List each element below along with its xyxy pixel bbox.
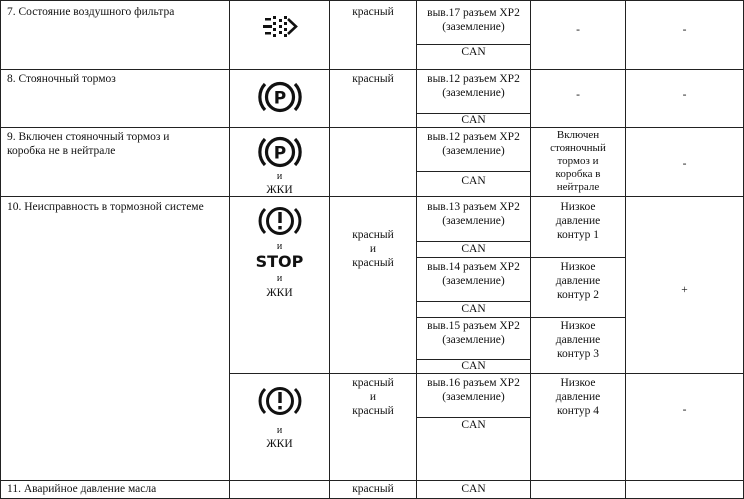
parking-brake-icon — [257, 76, 303, 118]
row7-name-cell — [0, 0, 230, 70]
row10-note15-line3: контур 3 — [557, 348, 599, 360]
row7-color-cell — [329, 0, 417, 70]
row10b-note-cell — [530, 373, 626, 481]
row10-icon-cell — [229, 196, 330, 374]
row10-pin15-ground: (заземление) — [442, 334, 505, 346]
row10-pin14-can: CAN — [461, 303, 486, 315]
row10-pin13-ground: (заземление) — [442, 215, 505, 227]
row8-signal-ground: (заземление) — [442, 87, 505, 99]
row10b-note-line3: контур 4 — [557, 405, 599, 417]
svg-text:P: P — [273, 143, 287, 164]
row10-icon-and-1: и — [276, 241, 283, 252]
row10-note13-line3: контур 1 — [557, 229, 599, 241]
row10-note14-line3: контур 2 — [557, 289, 599, 301]
row10-icon-and-2: и — [276, 273, 283, 284]
row9-icon-cell — [229, 127, 330, 197]
brake-warning-icon — [257, 382, 303, 420]
row11-name-cell — [0, 480, 230, 499]
row10-pin13: выв.13 разъем ХР2 — [427, 201, 520, 213]
row10b-signal-cell — [416, 373, 531, 418]
row7-color: красный — [352, 6, 394, 18]
row8-can-cell — [416, 113, 531, 128]
row7-can: CAN — [461, 46, 486, 58]
row11-note-cell — [530, 480, 626, 499]
row10b-icon-lcd: ЖКИ — [266, 438, 293, 450]
row7-note: - — [576, 24, 580, 36]
row9-color-cell — [329, 127, 417, 197]
row8-name: 8. Стояночный тормоз — [7, 73, 116, 85]
row10-pin13-can-cell — [416, 241, 531, 258]
row7-signal-ground: (заземление) — [442, 21, 505, 33]
row10-note14-cell — [530, 257, 626, 318]
row10-pin13-cell — [416, 196, 531, 242]
row9-name-cell — [0, 127, 230, 197]
row10-pin14-cell — [416, 257, 531, 302]
row9-mark-cell — [625, 127, 744, 197]
row8-note: - — [576, 89, 580, 101]
row9-note-line4: коробка в — [555, 168, 601, 180]
row8-can: CAN — [461, 114, 486, 126]
row7-mark-cell — [625, 0, 744, 70]
row8-mark: - — [682, 89, 687, 101]
row10-pin14-can-cell — [416, 301, 531, 318]
row11-can-cell — [416, 480, 531, 499]
row9-can: CAN — [461, 175, 486, 187]
row10-color-cell — [329, 196, 417, 374]
row11-icon-cell — [229, 480, 330, 499]
row8-signal-pin: выв.12 разъем ХР2 — [427, 73, 520, 85]
row10-name: 10. Неисправность в тормозной системе — [7, 201, 204, 213]
row7-signal-cell — [416, 0, 531, 45]
row10b-icon-cell — [229, 373, 330, 481]
row9-mark: - — [682, 158, 687, 170]
row10b-signal-pin: выв.16 разъем ХР2 — [427, 377, 520, 389]
row7-note-cell — [530, 0, 626, 70]
row10b-can: CAN — [461, 419, 486, 431]
row10-note13-line2: давление — [555, 215, 601, 227]
row10-pin14: выв.14 разъем ХР2 — [427, 261, 520, 273]
row10-pin15-can-cell — [416, 359, 531, 374]
row10-note13-line1: Низкое — [560, 201, 596, 213]
row10-name-cell — [0, 196, 230, 481]
row7-mark: - — [682, 24, 687, 36]
row10-note13-cell — [530, 196, 626, 258]
row9-name-line2: коробка не в нейтрале — [7, 145, 116, 157]
row9-can-cell — [416, 171, 531, 197]
row11-mark-cell — [625, 480, 744, 499]
row9-signal-ground: (заземление) — [442, 145, 505, 157]
row10-note15-line2: давление — [555, 334, 601, 346]
row10b-mark: - — [682, 404, 687, 416]
row8-note-cell — [530, 69, 626, 128]
row8-color-cell — [329, 69, 417, 128]
row9-icon-lcd: ЖКИ — [266, 184, 293, 196]
row9-name-line1: 9. Включен стояночный тормоз и — [7, 131, 170, 143]
row9-note-cell — [530, 127, 626, 197]
row7-name: 7. Состояние воздушного фильтра — [7, 6, 175, 18]
row8-signal-cell — [416, 69, 531, 114]
air-filter-icon — [260, 13, 300, 43]
row9-note-line1: Включен — [556, 129, 600, 141]
row10b-can-cell — [416, 417, 531, 481]
row9-signal-cell — [416, 127, 531, 172]
row10b-color-1: красный — [352, 377, 394, 389]
row10b-icon-and: и — [276, 425, 283, 436]
row8-mark-cell — [625, 69, 744, 128]
row10-pin15-cell — [416, 317, 531, 360]
row10b-color-2: красный — [352, 405, 394, 417]
row10-pin15: выв.15 разъем ХР2 — [427, 320, 520, 332]
row10-note15-line1: Низкое — [560, 320, 596, 332]
row10-color-and: и — [369, 243, 377, 255]
row10-mark: + — [681, 284, 688, 296]
row10-mark-cell — [625, 196, 744, 374]
row10-note15-cell — [530, 317, 626, 374]
row10-note14-line2: давление — [555, 275, 601, 287]
row10-icon-lcd: ЖКИ — [266, 287, 293, 299]
row9-note-line3: тормоз и — [557, 155, 599, 167]
row9-note-line2: стояночный — [550, 142, 606, 154]
row10-stop-label: STOP — [255, 252, 304, 271]
row11-can: CAN — [461, 483, 486, 495]
row8-name-cell — [0, 69, 230, 128]
row10b-note-line2: давление — [555, 391, 601, 403]
row11-color-cell — [329, 480, 417, 499]
row10b-signal-ground: (заземление) — [442, 391, 505, 403]
row10-note14-line1: Низкое — [560, 261, 596, 273]
row10b-note-line1: Низкое — [560, 377, 596, 389]
row9-icon-and: и — [276, 171, 283, 182]
row7-icon-cell — [229, 0, 330, 70]
row7-can-cell — [416, 44, 531, 70]
row8-icon-cell — [229, 69, 330, 128]
row7-signal-pin: выв.17 разъем ХР2 — [427, 7, 520, 19]
row11-name: 11. Аварийное давление масла — [7, 483, 157, 495]
row10-pin14-ground: (заземление) — [442, 275, 505, 287]
brake-warning-icon — [257, 202, 303, 240]
row9-note-line5: нейтрале — [556, 181, 600, 193]
parking-brake-icon — [257, 131, 303, 173]
row10-pin13-can: CAN — [461, 243, 486, 255]
row8-color: красный — [352, 73, 394, 85]
svg-text:P: P — [273, 88, 287, 109]
row9-signal-pin: выв.12 разъем ХР2 — [427, 131, 520, 143]
row10b-color-cell — [329, 373, 417, 481]
row10b-color-and: и — [369, 391, 377, 403]
row10-color-1: красный — [352, 229, 394, 241]
row11-color: красный — [352, 483, 394, 495]
row10b-mark-cell — [625, 373, 744, 481]
row10-color-2: красный — [352, 257, 394, 269]
row10-pin15-can: CAN — [461, 360, 486, 372]
